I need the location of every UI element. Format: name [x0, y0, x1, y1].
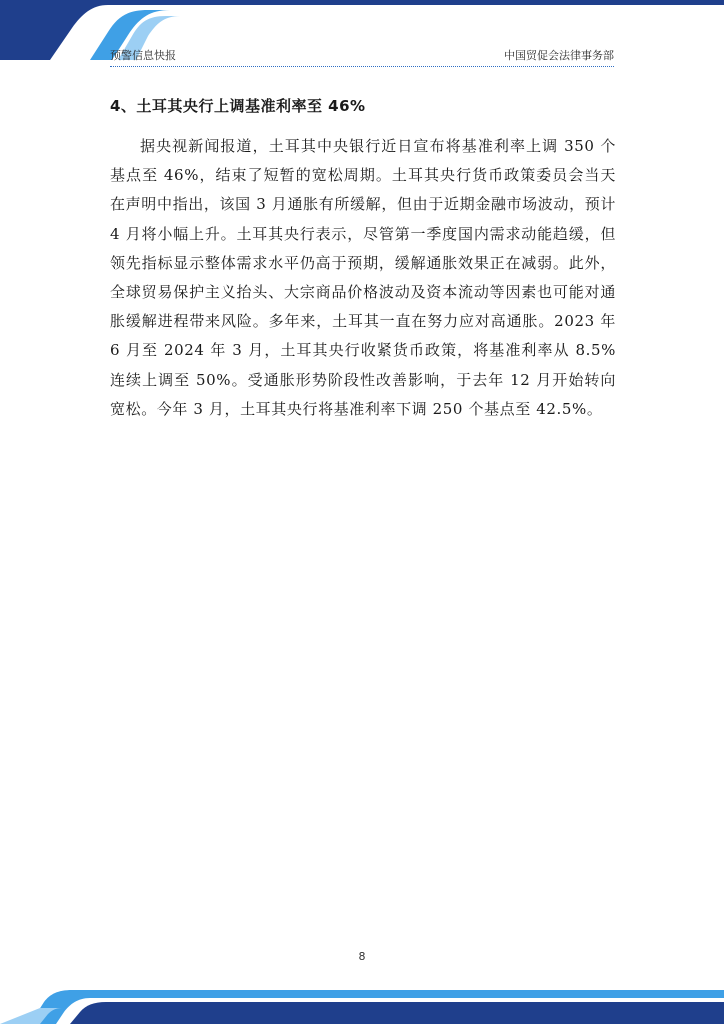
- page-number: 8: [358, 950, 366, 963]
- section-title: 4、土耳其央行上调基准利率至 46%: [110, 97, 366, 115]
- header-organization: 中国贸促会法律事务部: [504, 49, 614, 62]
- article-content: [110, 94, 616, 424]
- page-header: [110, 44, 614, 66]
- footer-decoration: [0, 990, 724, 1024]
- section-paragraph: 据央视新闻报道，土耳其中央银行近日宣布将基准利率上调 350 个基点至 46%，结束了短暂的宽松周期。土耳其央行货币政策委员会当天在声明中指出，该国 3 月通胀有所缓解，但由于近期金融市场波动，预计 4 月将小幅上升。土耳其央行表示，尽管第一季度国内需求动能趋缓，但领先指标显示整体需求水平仍高于预期，缓解通胀效果正在减弱。此外，全球贸易保护主义抬头、大宗商品价格波动及资本流动等因素也可能对通胀缓解进程带来风险。多年来，土耳其一直在努力应对高通胀。2023 年 6 月至 2024 年 3 月，土耳其央行收紧货币政策，将基准利率从 8.5%连续上调至 50%。受通胀形势阶段性改善影响，于去年 12 月开始转向宽松。今年 3 月，土耳其央行将基准利率下调 250 个基点至 42.5%。: [110, 137, 616, 418]
- header-publication-title: 预警信息快报: [110, 49, 176, 62]
- header-divider: [110, 66, 614, 67]
